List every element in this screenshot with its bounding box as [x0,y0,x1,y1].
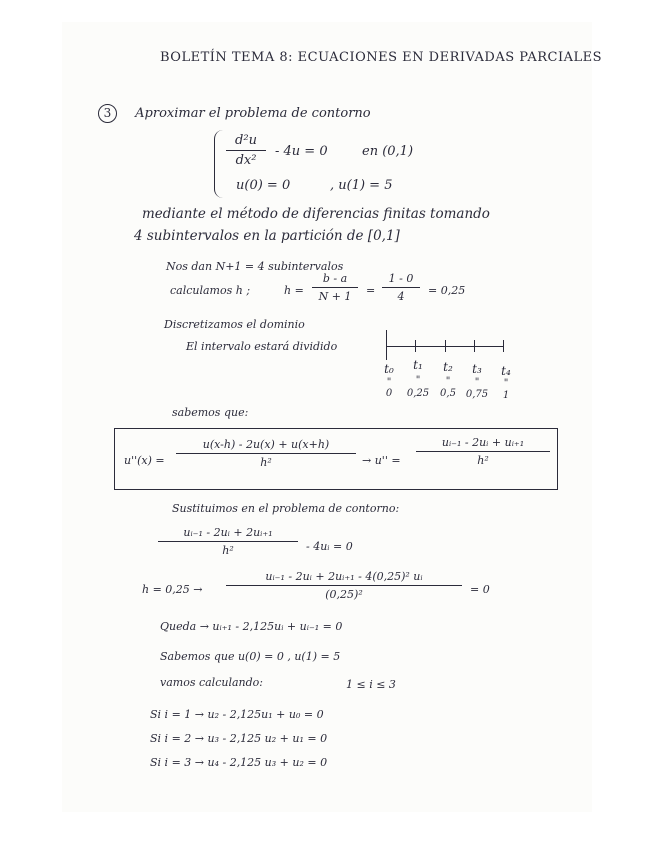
index-range: 1 ≤ i ≤ 3 [346,678,396,691]
subst-fraction [158,526,298,557]
h-substitution-den: (0,25)² [325,588,363,601]
partition-tick-1 [415,340,416,352]
grid-value-2: 0,5 [440,388,456,399]
partition-tick-0 [386,330,387,360]
fraction-b-a [312,272,358,303]
box-fraction-1 [176,438,356,469]
partition-tick-2 [445,340,446,352]
statement-line-2: mediante el método de diferencias finitas tomando [142,206,490,222]
fraction-1-0-den: 4 [397,290,405,303]
subst-fraction-num: uᵢ₋₁ - 2uᵢ + 2uᵢ₊₁ [183,526,273,539]
fraction-1-0-num: 1 - 0 [388,272,414,285]
discretize-label: Discretizamos el dominio [164,318,305,331]
box-fraction-1-num: u(x-h) - 2u(x) + u(x+h) [202,438,330,451]
box-fraction-2-den: h² [477,454,489,467]
interval-text: El intervalo estará dividido [186,340,338,353]
step-intervals: Nos dan N+1 = 4 subintervalos [166,260,344,273]
boundary-values-line: Sabemos que u(0) = 0 , u(1) = 5 [160,650,341,663]
grid-quote-0: " [386,377,392,388]
vamos-label: vamos calculando: [160,676,263,689]
box-fraction-1-den: h² [260,456,272,469]
h-substitution-fraction [226,570,462,601]
subst-rest: - 4uᵢ = 0 [306,540,353,553]
subst-fraction-den: h² [222,544,234,557]
grid-quote-1: " [415,375,421,386]
boundary-condition-right: , u(1) = 5 [330,178,393,193]
ode-second-derivative [226,133,266,168]
grid-quote-2: " [445,376,451,387]
problem-label [98,104,371,123]
grid-label-t0: t₀ [384,362,394,376]
box-fraction-2 [416,436,550,467]
box-fraction-2-num: uᵢ₋₁ - 2uᵢ + uᵢ₊₁ [441,436,525,449]
h-substitution-rest: = 0 [470,583,490,596]
problem-number: 3 [98,104,117,123]
ode-domain: en (0,1) [362,144,414,159]
system-brace [214,130,223,198]
grid-value-0: 0 [385,388,393,399]
h-substitution-lhs: h = 0,25 → [142,583,203,596]
box-lhs: u''(x) = [124,454,165,467]
case-i-2: Si i = 2 → u₃ - 2,125 u₂ + u₁ = 0 [150,732,328,745]
grid-value-3: 0,75 [465,389,489,400]
statement-line-3: 4 subintervalos en la partición de [0,1] [134,228,400,244]
grid-quote-4: " [503,378,509,389]
notebook-page [62,22,592,812]
partition-tick-3 [474,340,475,352]
grid-label-t4: t₄ [501,364,511,378]
step-h-result: = 0,25 [428,284,466,297]
boundary-condition-left: u(0) = 0 [236,178,291,193]
h-substitution-num: uᵢ₋₁ - 2uᵢ + 2uᵢ₊₁ - 4(0,25)² uᵢ [265,570,423,583]
case-i-3: Si i = 3 → u₄ - 2,125 u₃ + u₂ = 0 [150,756,328,769]
fraction-1-0 [382,272,420,303]
statement-line-1: Aproximar el problema de contorno [135,106,371,121]
fraction-b-a-num: b - a [322,272,348,285]
box-arrow: → u'' = [362,454,401,467]
sustituimos-label: Sustituimos en el problema de contorno: [172,502,400,515]
sabemos-label: sabemos que: [172,406,249,419]
step-h-label: calculamos h ; [170,284,251,297]
ode-numerator: d²u [235,133,257,148]
step-h-eq: h = [284,284,304,297]
grid-quote-3: " [474,377,480,388]
queda-line: Queda → uᵢ₊₁ - 2,125uᵢ + uᵢ₋₁ = 0 [160,620,343,633]
grid-value-4: 1 [502,390,510,401]
grid-label-t1: t₁ [413,358,423,372]
page-title: BOLETÍN TEMA 8: ECUACIONES EN DERIVADAS PARCIALES [160,50,602,65]
step-h-equals: = [366,284,376,297]
grid-label-t3: t₃ [472,362,482,376]
ode-rest: - 4u = 0 [275,144,328,159]
partition-tick-4 [503,340,504,352]
case-i-1: Si i = 1 → u₂ - 2,125u₁ + u₀ = 0 [150,708,324,721]
grid-label-t2: t₂ [443,360,453,374]
ode-denominator: dx² [235,153,257,168]
fraction-b-a-den: N + 1 [318,290,352,303]
grid-value-1: 0,25 [406,388,430,399]
